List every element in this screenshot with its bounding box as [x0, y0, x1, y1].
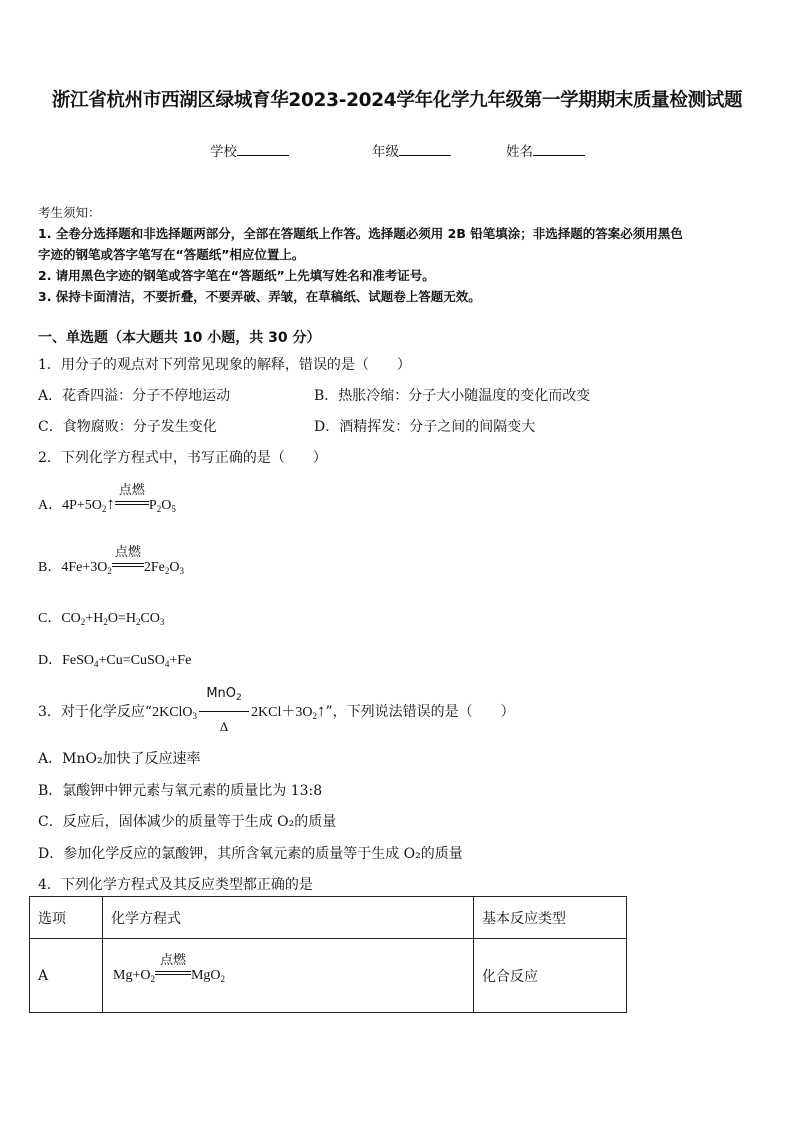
q1-option-c: C．食物腐败：分子发生变化: [38, 419, 217, 435]
q3-option-a: A．MnO₂加快了反应速率: [38, 751, 201, 767]
q2-c-label: C．: [38, 611, 62, 626]
header-equation: 化学方程式: [103, 897, 474, 939]
q1-option-b: B．热胀冷缩：分子大小随温度的变化而改变: [314, 388, 591, 404]
page-title: 浙江省杭州市西湖区绿城育华2023-2024学年化学九年级第一学期期末质量检测试题: [51, 90, 743, 111]
school-label: 学校: [210, 144, 237, 160]
q1-option-d: D．酒精挥发：分子之间的间隔变大: [314, 419, 536, 435]
grade-field: [372, 140, 451, 160]
notice-item: 2. 请用黑色字迹的钢笔或答字笔在“答题纸”上先填写姓名和准考证号。: [38, 268, 435, 283]
q2-option-c: C．$CO_2+H_2O=H_2CO_3$: [38, 611, 165, 627]
table-row: [30, 939, 627, 1013]
q3-stem-suffix: ”，下列说法错误的是（ ）: [325, 704, 515, 720]
notice-item: 1. 全卷分选择题和非选择题两部分，全部在答题纸上作答。选择题必须用 2B 铅笔填涂；非选择题的答案必须用黑色: [38, 226, 683, 241]
q3-option-d: D．参加化学反应的氯酸钾，其所含氧元素的质量等于生成 O₂的质量: [38, 846, 463, 862]
catalyst-label: MnO$_2$: [206, 686, 242, 703]
header-reaction-type: 基本反应类型: [474, 897, 627, 939]
school-blank: [237, 143, 289, 156]
q2-b-label: B．: [38, 560, 62, 575]
section-heading: 一、单选题（本大题共 10 小题，共 30 分）: [38, 330, 321, 346]
notice-item: 字迹的钢笔或答字笔写在“答题纸”相应位置上。: [38, 247, 305, 262]
name-label: 姓名: [506, 144, 533, 160]
name-blank: [533, 143, 585, 156]
row-option: A: [30, 939, 103, 1013]
q4-stem: 4．下列化学方程式及其反应类型都正确的是: [38, 877, 313, 893]
grade-blank: [399, 143, 451, 156]
row-reaction-type: 化合反应: [474, 939, 627, 1013]
q3-option-b: B．氯酸钾中钾元素与氧元素的质量比为 13:8: [38, 783, 323, 799]
q2-stem: 2．下列化学方程式中，书写正确的是（ ）: [38, 450, 327, 466]
q2-a-label: A．: [38, 498, 63, 513]
heat-symbol: Δ: [219, 719, 229, 734]
ignite-condition: 点燃: [159, 952, 186, 968]
q2-d-label: D．: [38, 653, 63, 668]
notice-item: 3. 保持卡面清洁，不要折叠，不要弄破、弄皱，在草稿纸、试题卷上答题无效。: [38, 289, 481, 304]
q3-stem-prefix: 3．对于化学反应“: [38, 704, 153, 720]
q2-option-a: A．$4P+5O_2↑$ 点燃 $P_2O_5$: [38, 494, 176, 514]
q3-stem: 3．对于化学反应“2KClO$_3$ MnO$_2$ Δ $2KCl+3O_2↑$”，下列说法错误的是（ ）: [38, 686, 515, 734]
ignite-condition: 点燃: [114, 545, 141, 560]
q3-option-c: C．反应后，固体减少的质量等于生成 O₂的质量: [38, 814, 337, 830]
notice-heading: 考生须知：: [38, 205, 101, 220]
q2-option-d: D．FeSO$_4$+Cu=CuSO$_4$+Fe: [38, 653, 192, 669]
q1-stem: 1．用分子的观点对下列常见现象的解释，错误的是（ ）: [38, 357, 411, 373]
row-equation: $Mg+O_2$ 点燃 MgO$_2$: [103, 939, 474, 1013]
header-option: 选项: [30, 897, 103, 939]
q1-option-a: A．花香四溢：分子不停地运动: [38, 388, 231, 404]
table-header-row: [30, 897, 627, 939]
q2-option-b: B．$4Fe+3O_2$ 点燃 $2Fe_2O_3$: [38, 556, 184, 576]
name-field: [506, 140, 585, 160]
q4-table: [29, 896, 627, 1013]
grade-label: 年级: [372, 144, 399, 160]
ignite-condition: 点燃: [118, 483, 145, 498]
school-field: [210, 140, 289, 160]
